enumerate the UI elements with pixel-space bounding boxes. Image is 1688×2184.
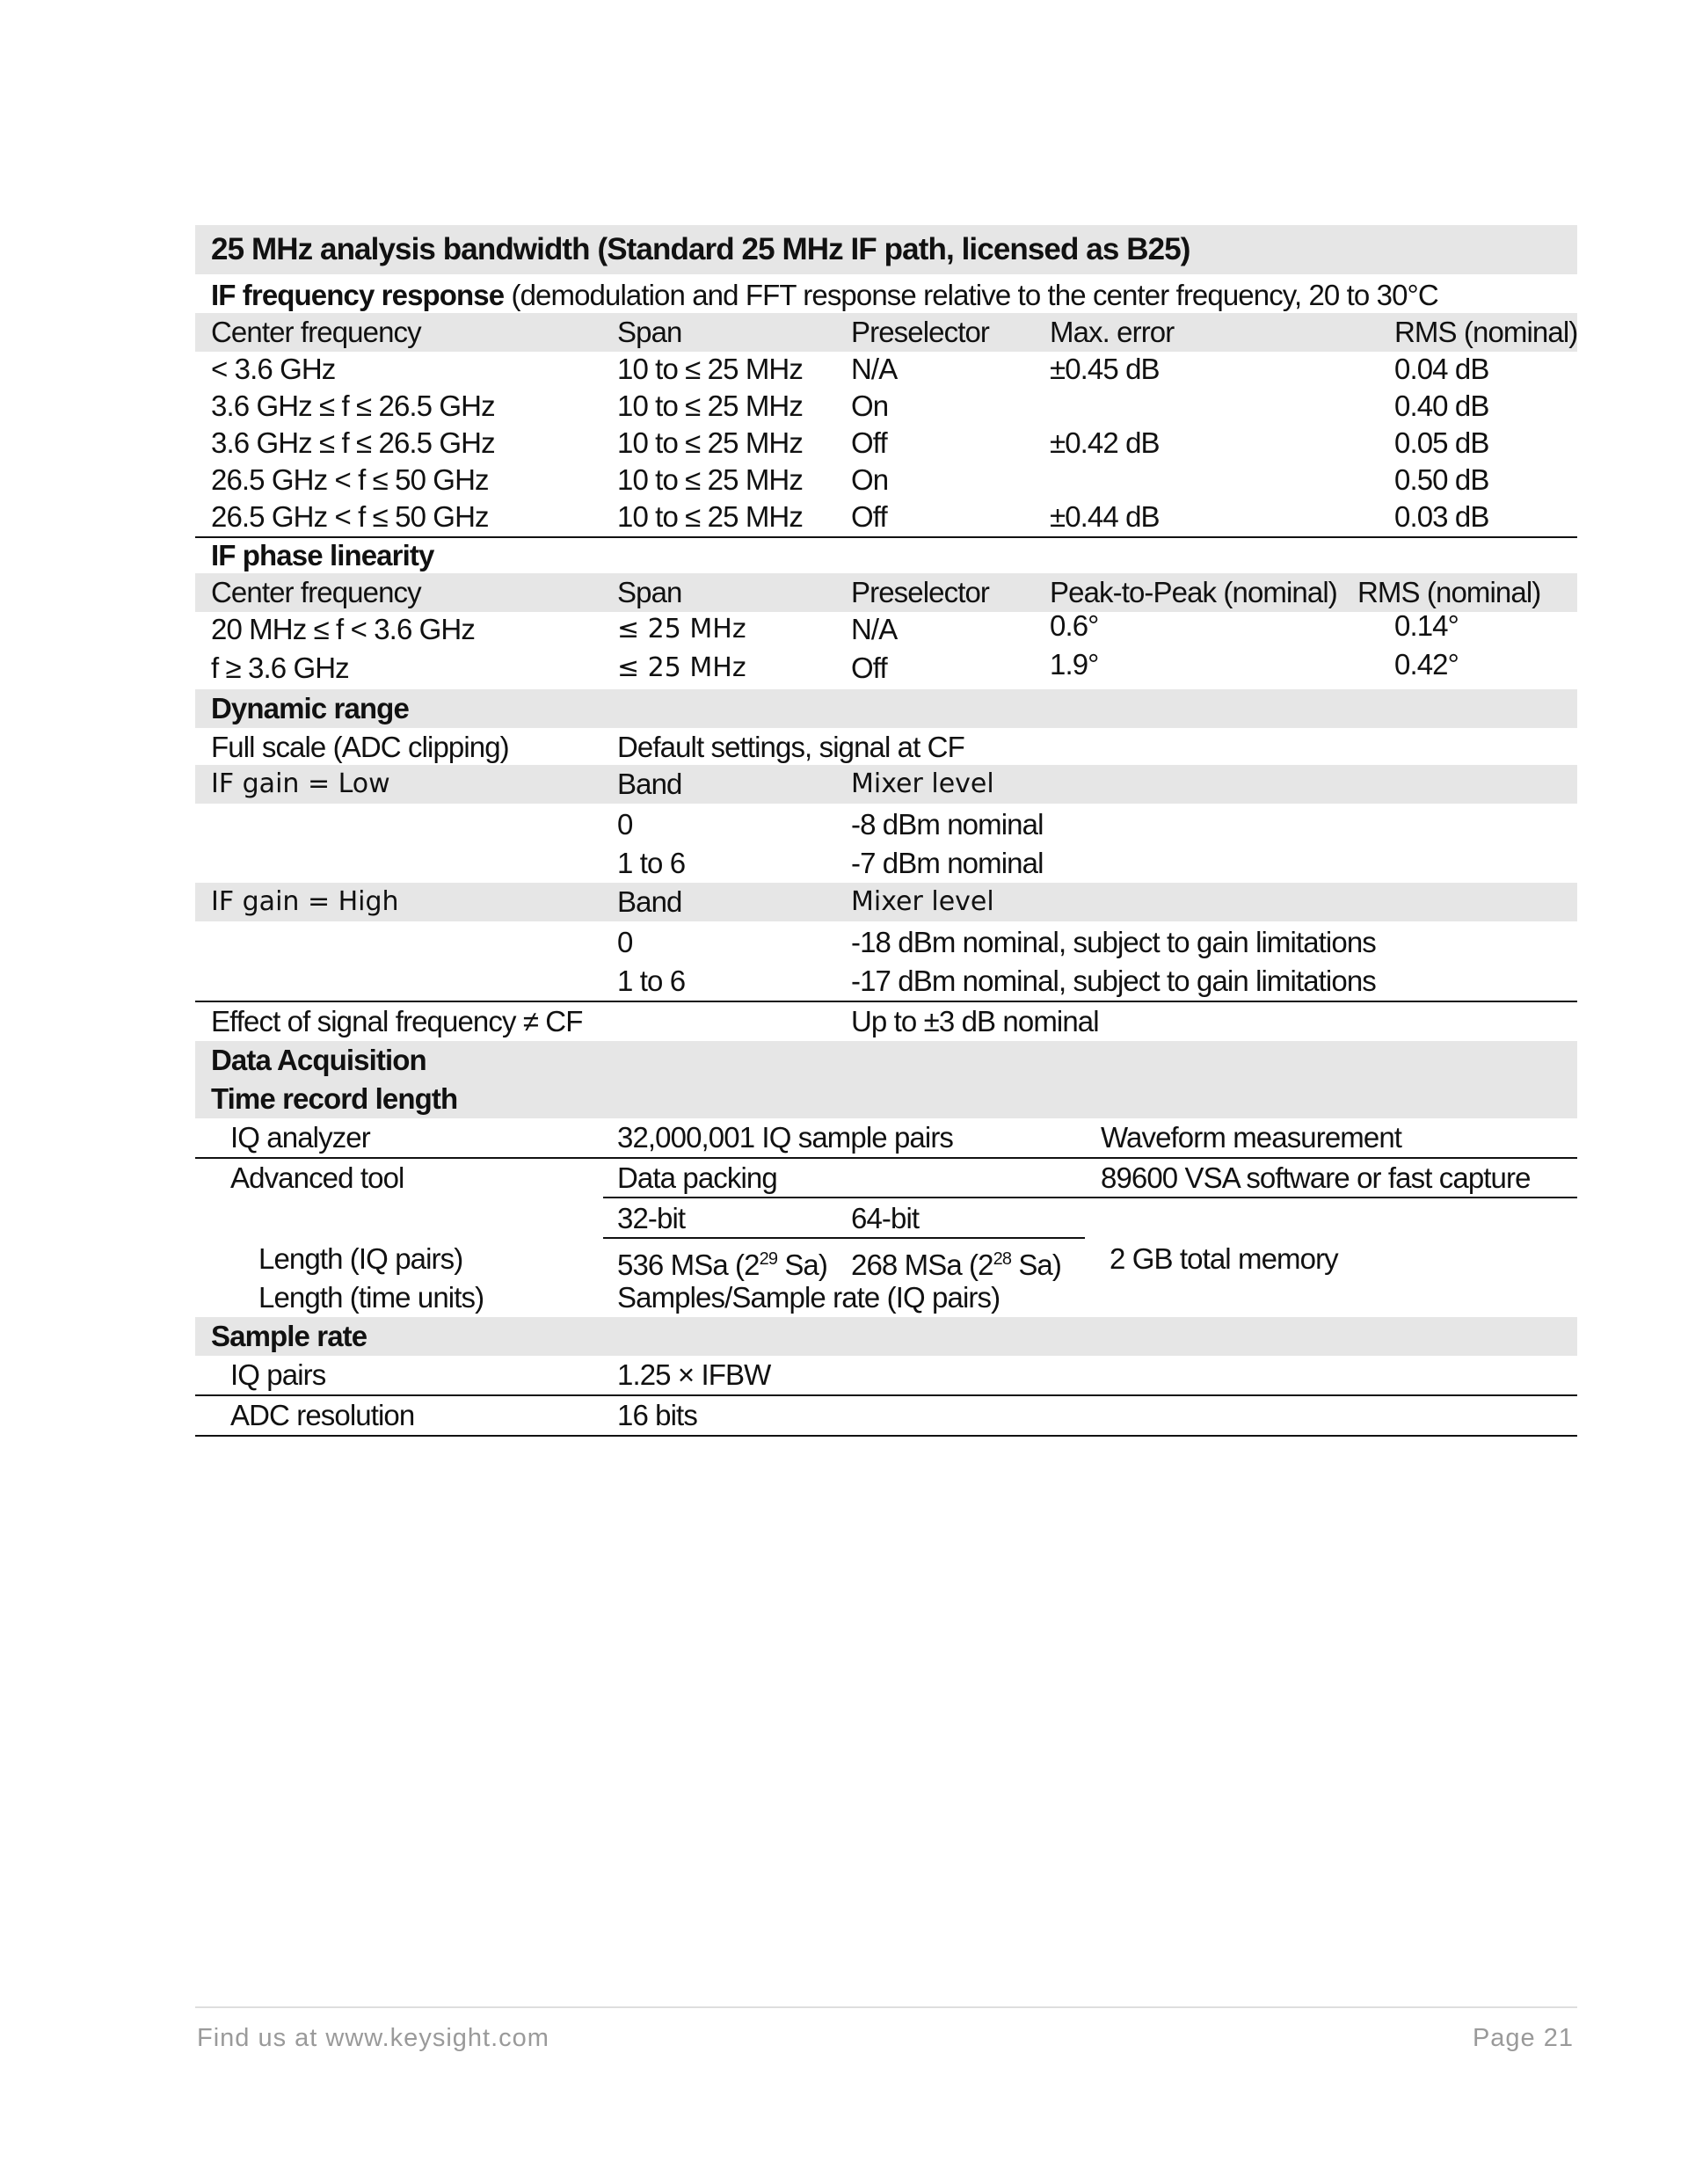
- iq-analyzer-value: 32,000,001 IQ sample pairs: [617, 1121, 954, 1154]
- iq-pairs-label: IQ pairs: [230, 1358, 326, 1391]
- table-row: [195, 387, 1577, 426]
- iq-analyzer-note: Waveform measurement: [1101, 1121, 1402, 1154]
- time-record-label: Time record length: [211, 1082, 458, 1115]
- table-row: [195, 610, 1577, 649]
- cell: 0.14°: [1394, 609, 1459, 642]
- cell: On: [851, 389, 889, 422]
- cell: On: [851, 463, 889, 496]
- cell: ±0.44 dB: [1050, 500, 1160, 533]
- if-gain-low-label: IF gain = Low: [211, 768, 390, 799]
- cell: 0.05 dB: [1394, 426, 1489, 459]
- table-row: [195, 649, 1577, 688]
- col-header-preselector: Preselector: [851, 316, 990, 348]
- full-scale-value: Default settings, signal at CF: [617, 731, 964, 763]
- cell: Off: [851, 426, 887, 459]
- if-freq-response-heading: [195, 276, 1577, 315]
- cell: 26.5 GHz < f ≤ 50 GHz: [211, 463, 489, 496]
- col-header-rms: RMS (nominal): [1394, 316, 1578, 348]
- col-header-max-error: Max. error: [1050, 316, 1175, 348]
- cell: ≤ 25 MHz: [617, 614, 746, 644]
- section-title: 25 MHz analysis bandwidth (Standard 25 MHz IF path, licensed as B25): [211, 232, 1190, 266]
- data-acquisition-heading: [195, 1041, 1577, 1080]
- length-64-value: 268 MSa ($2^{28}$ Sa): [851, 1249, 1061, 1281]
- cell: 1 to 6: [617, 965, 686, 997]
- cell: 10 to ≤ 25 MHz: [617, 353, 803, 385]
- cell: N/A: [851, 353, 898, 385]
- cell: 10 to ≤ 25 MHz: [617, 463, 803, 496]
- col-header-center-frequency: Center frequency: [211, 576, 421, 608]
- adc-label: ADC resolution: [230, 1399, 415, 1431]
- cell: 1 to 6: [617, 847, 686, 879]
- advanced-tool-note: 89600 VSA software or fast capture: [1101, 1161, 1531, 1194]
- dynamic-range-heading: [195, 689, 1577, 728]
- table-row: [195, 1159, 1577, 1198]
- footer-divider: [195, 2006, 1577, 2008]
- col-header-span: Span: [617, 576, 682, 608]
- cell: -7 dBm nominal: [851, 847, 1044, 879]
- divider: [603, 1197, 1577, 1198]
- col-header-rms: RMS (nominal): [1357, 576, 1541, 608]
- table-row: [195, 923, 1577, 962]
- length-time-value: Samples/Sample rate (IQ pairs): [617, 1281, 1000, 1314]
- if-gain-low-header-row: [195, 765, 1577, 804]
- footer-page-number: Page 21: [1472, 2024, 1574, 2052]
- time-record-heading: [195, 1080, 1577, 1118]
- table-row: [195, 844, 1577, 883]
- length-time-label: Length (time units): [258, 1281, 484, 1314]
- length-32-value: 536 MSa ($2^{29}$ Sa): [617, 1249, 827, 1281]
- cell: 20 MHz ≤ f < 3.6 GHz: [211, 613, 475, 645]
- iq-analyzer-label: IQ analyzer: [230, 1121, 370, 1154]
- col-64-bit: 64-bit: [851, 1202, 920, 1234]
- cell: < 3.6 GHz: [211, 353, 336, 385]
- footer-website: Find us at www.keysight.com: [197, 2024, 549, 2052]
- cell: 10 to ≤ 25 MHz: [617, 426, 803, 459]
- cell: 0.50 dB: [1394, 463, 1489, 496]
- dynamic-range-label: Dynamic range: [211, 692, 409, 724]
- table-row: [195, 461, 1577, 499]
- table-row: [195, 1199, 1577, 1238]
- col-32-bit: 32-bit: [617, 1202, 686, 1234]
- cell: 0.6°: [1050, 609, 1099, 642]
- table-row: [195, 350, 1577, 389]
- effect-label: Effect of signal frequency ≠ CF: [211, 1005, 583, 1037]
- mixer-level-header: Mixer level: [851, 886, 994, 917]
- divider: [603, 1237, 1085, 1239]
- if-gain-high-label: IF gain = High: [211, 886, 399, 917]
- cell: -18 dBm nominal, subject to gain limitations: [851, 926, 1376, 958]
- sample-rate-heading: [195, 1317, 1577, 1356]
- if-freq-response-description: (demodulation and FFT response relative to the center frequency, 20 to 30°C: [511, 279, 1438, 311]
- cell: 0: [617, 808, 633, 841]
- advanced-tool-label: Advanced tool: [230, 1161, 404, 1194]
- cell: 26.5 GHz < f ≤ 50 GHz: [211, 500, 489, 533]
- col-header-preselector: Preselector: [851, 576, 990, 608]
- cell: -8 dBm nominal: [851, 808, 1044, 841]
- cell: 10 to ≤ 25 MHz: [617, 500, 803, 533]
- cell: 0.04 dB: [1394, 353, 1489, 385]
- memory-note: 2 GB total memory: [1110, 1242, 1338, 1275]
- table-row: [195, 1278, 1577, 1317]
- col-header-span: Span: [617, 316, 682, 348]
- cell: ±0.42 dB: [1050, 426, 1160, 459]
- cell: 0: [617, 926, 633, 958]
- cell: Off: [851, 652, 887, 684]
- table-row: [195, 424, 1577, 462]
- cell: 3.6 GHz ≤ f ≤ 26.5 GHz: [211, 426, 495, 459]
- adc-value: 16 bits: [617, 1399, 697, 1431]
- iq-pairs-value: 1.25 × IFBW: [617, 1358, 771, 1391]
- length-iq-label: Length (IQ pairs): [258, 1242, 463, 1275]
- section-title-row: [195, 225, 1577, 274]
- table-row: [195, 728, 1577, 767]
- cell: ±0.45 dB: [1050, 353, 1160, 385]
- cell: 0.03 dB: [1394, 500, 1489, 533]
- data-acquisition-label: Data Acquisition: [211, 1044, 426, 1076]
- if-gain-high-header-row: [195, 883, 1577, 921]
- sample-rate-label: Sample rate: [211, 1320, 367, 1352]
- cell: 10 to ≤ 25 MHz: [617, 389, 803, 422]
- data-packing-label: Data packing: [617, 1161, 777, 1194]
- table-row: [195, 1118, 1577, 1159]
- col-header-peak-to-peak: Peak-to-Peak (nominal): [1050, 576, 1337, 608]
- cell: 0.42°: [1394, 648, 1459, 681]
- full-scale-label: Full scale (ADC clipping): [211, 731, 509, 763]
- if-phase-linearity-heading: [195, 536, 1577, 575]
- if-phase-header-row: [195, 573, 1577, 612]
- cell: 3.6 GHz ≤ f ≤ 26.5 GHz: [211, 389, 495, 422]
- band-header: Band: [617, 768, 682, 800]
- table-row: [195, 1356, 1577, 1396]
- band-header: Band: [617, 885, 682, 918]
- effect-value: Up to ±3 dB nominal: [851, 1005, 1099, 1037]
- cell: 1.9°: [1050, 648, 1099, 681]
- if-phase-linearity-label: IF phase linearity: [211, 539, 434, 571]
- cell: 0.40 dB: [1394, 389, 1489, 422]
- cell: -17 dBm nominal, subject to gain limitations: [851, 965, 1376, 997]
- mixer-level-header: Mixer level: [851, 768, 994, 799]
- col-header-center-frequency: Center frequency: [211, 316, 421, 348]
- cell: f ≥ 3.6 GHz: [211, 652, 349, 684]
- table-row: [195, 805, 1577, 844]
- cell: N/A: [851, 613, 898, 645]
- table-row: [195, 962, 1577, 1002]
- table-row: [195, 1002, 1577, 1041]
- table-row: [195, 1240, 1577, 1281]
- cell: ≤ 25 MHz: [617, 652, 746, 683]
- if-freq-response-header-row: [195, 313, 1577, 352]
- cell: Off: [851, 500, 887, 533]
- if-freq-response-label: IF frequency response: [211, 279, 505, 311]
- table-row: [195, 1396, 1577, 1437]
- table-row: [195, 498, 1577, 538]
